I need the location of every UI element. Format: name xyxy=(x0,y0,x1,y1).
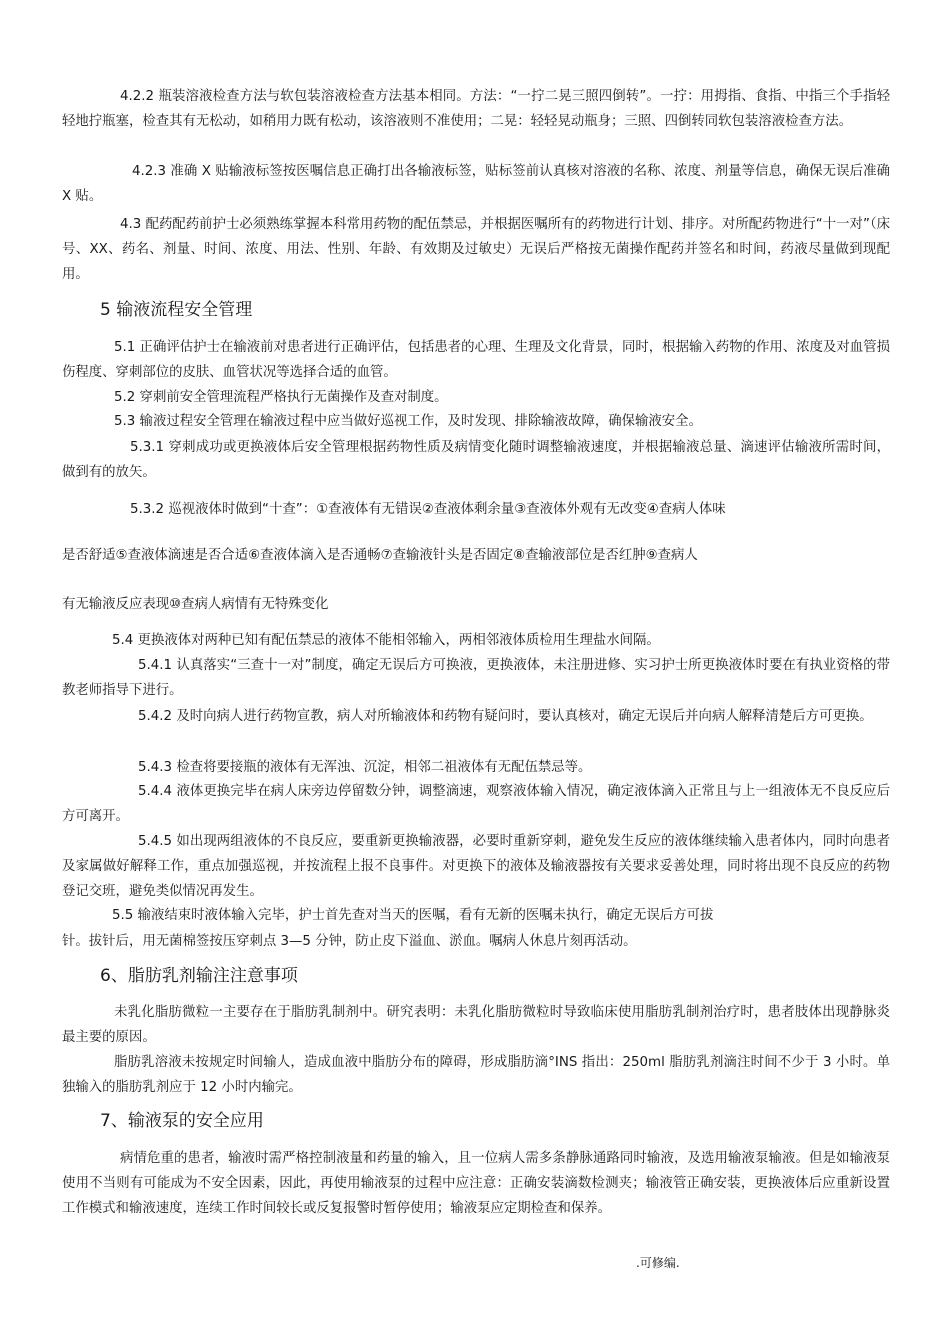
paragraph-5-3-2-line-2: 是否舒适⑤查液体滴速是否合适⑥查液体滴入是否通畅⑦查输液针头是否固定⑧查输液部位是否红肿⑨查病人 xyxy=(62,548,698,563)
paragraph-5-4-5: 5.4.5 如出现两组液体的不良反应，要重新更换输液器，必要时重新穿刺，避免发生反应的液体继续输入患者体内，同时向患者及家属做好解释工作，重点加强巡视，并按流程上报不良事件。对更换下的液体及输液器按有关要求妥善处理，同时将出现不良反应的药物登记交班，避免类似情况再发生。 xyxy=(62,834,890,899)
paragraph-4-2-3: 4.2.3 准确 X 贴输液标签按医嘱信息正确打出各输液标签，贴标签前认真核对溶液的名称、浓度、剂量等信息，确保无误后准确 X 贴。 xyxy=(62,164,890,204)
section-heading-7: 7、输液泵的安全应用 xyxy=(100,1111,264,1131)
paragraph-5-5-line-1: 5.5 输液结束时液体输入完毕，护士首先查对当天的医嘱，看有无新的医嘱未执行，确定无误后方可拔 xyxy=(112,908,714,923)
paragraph-6-2: 脂肪乳溶液未按规定时间输人，造成血液中脂肪分布的障碍，形成脂肪滴°INS 指出：250ml 脂肪乳剂滴注时间不少于 3 小时。单独输入的脂肪乳剂应于 12 小时内输完。 xyxy=(62,1055,890,1095)
page-footer: .可修编. xyxy=(636,1256,680,1270)
paragraph-5-3-2-line-3: 有无输液反应表现⑩查病人病情有无特殊变化 xyxy=(62,597,329,612)
paragraph-5-4-3: 5.4.3 检查将要接瓶的液体有无浑浊、沉淀，相邻二祖液体有无配伍禁忌等。 xyxy=(138,760,592,775)
section-heading-5: 5 输液流程安全管理 xyxy=(100,300,253,320)
paragraph-5-3: 5.3 输液过程安全管理在输液过程中应当做好巡视工作，及时发现、排除输液故障，确保输液安全。 xyxy=(114,414,702,429)
paragraph-5-4-4: 5.4.4 液体更换完毕在病人床旁边停留数分钟，调整滴速，观察液体输入情况，确定液体滴入正常且与上一组液体无不良反应后方可离开。 xyxy=(62,784,890,824)
paragraph-5-4: 5.4 更换液体对两种已知有配伍禁忌的液体不能相邻输入，两相邻液体质检用生理盐水间隔。 xyxy=(112,633,660,648)
paragraph-5-2: 5.2 穿刺前安全管理流程严格执行无菌操作及查对制度。 xyxy=(114,390,448,405)
paragraph-5-3-1: 5.3.1 穿刺成功或更换液体后安全管理根据药物性质及病情变化随时调整输液速度，并根据输液总量、滴速评估输液所需时间，做到有的放矢。 xyxy=(62,440,890,480)
paragraph-6-1: 未乳化脂肪微粒一主要存在于脂肪乳制剂中。研究表明：未乳化脂肪微粒时导致临床使用脂肪乳制剂治疗时，患者肢体出现静脉炎最主要的原因。 xyxy=(62,1005,890,1045)
paragraph-7-1: 病情危重的患者，输液时需严格控制液量和药量的输入，且一位病人需多条静脉通路同时输液，及选用输液泵输液。但是如输液泵使用不当则有可能成为不安全因素，因此，再使用输液泵的过程中应注意：正确安装滴数检测夹；输液管正确安装，更换液体后应重新设置工作模式和输液速度，连续工作时间较长或反复报警时暂停使用；输液泵应定期检查和保养。 xyxy=(62,1151,890,1216)
paragraph-5-3-2-line-1: 5.3.2 巡视液体时做到“十查”：①查液体有无错误②查液体剩余量③查液体外观有无改变④查病人体味 xyxy=(130,502,726,517)
paragraph-5-5-line-2: 针。拔针后，用无菌棉签按压穿刺点 3—5 分钟，防止皮下溢血、淤血。嘱病人休息片刻再活动。 xyxy=(62,934,637,949)
paragraph-4-2-2: 4.2.2 瓶装溶液检查方法与软包装溶液检查方法基本相同。方法：“一拧二晃三照四倒转”。一拧：用拇指、食指、中指三个手指轻轻地拧瓶塞，检查其有无松动，如稍用力既有松动，该溶液则不准使用；二晃：轻轻晃动瓶身；三照、四倒转同软包装溶液检查方法。 xyxy=(62,89,890,129)
paragraph-5-4-1: 5.4.1 认真落实“三查十一对”制度，确定无误后方可换液，更换液体，未注册进修、实习护士所更换液体时要在有执业资格的带教老师指导下进行。 xyxy=(62,658,890,698)
paragraph-5-1: 5.1 正确评估护士在输液前对患者进行正确评估，包括患者的心理、生理及文化背景，同时，根据输入药物的作用、浓度及对血管损伤程度、穿刺部位的皮肤、血管状况等选择合适的血管。 xyxy=(62,340,890,380)
paragraph-4-3: 4.3 配药配药前护士必须熟练掌握本科常用药物的配伍禁忌，并根据医嘱所有的药物进行计划、排序。对所配药物进行“十一对”（床号、XX、药名、剂量、时间、浓度、用法、性别、年龄、有效期及过敏史）无误后严格按无菌操作配药并签名和时间，药液尽量做到现配用。 xyxy=(62,217,890,282)
section-heading-6: 6、脂肪乳剂输注注意事项 xyxy=(100,966,298,986)
paragraph-5-4-2: 5.4.2 及时向病人进行药物宣教，病人对所输液体和药物有疑问时，要认真核对，确定无误后并向病人解释清楚后方可更换。 xyxy=(138,709,873,724)
